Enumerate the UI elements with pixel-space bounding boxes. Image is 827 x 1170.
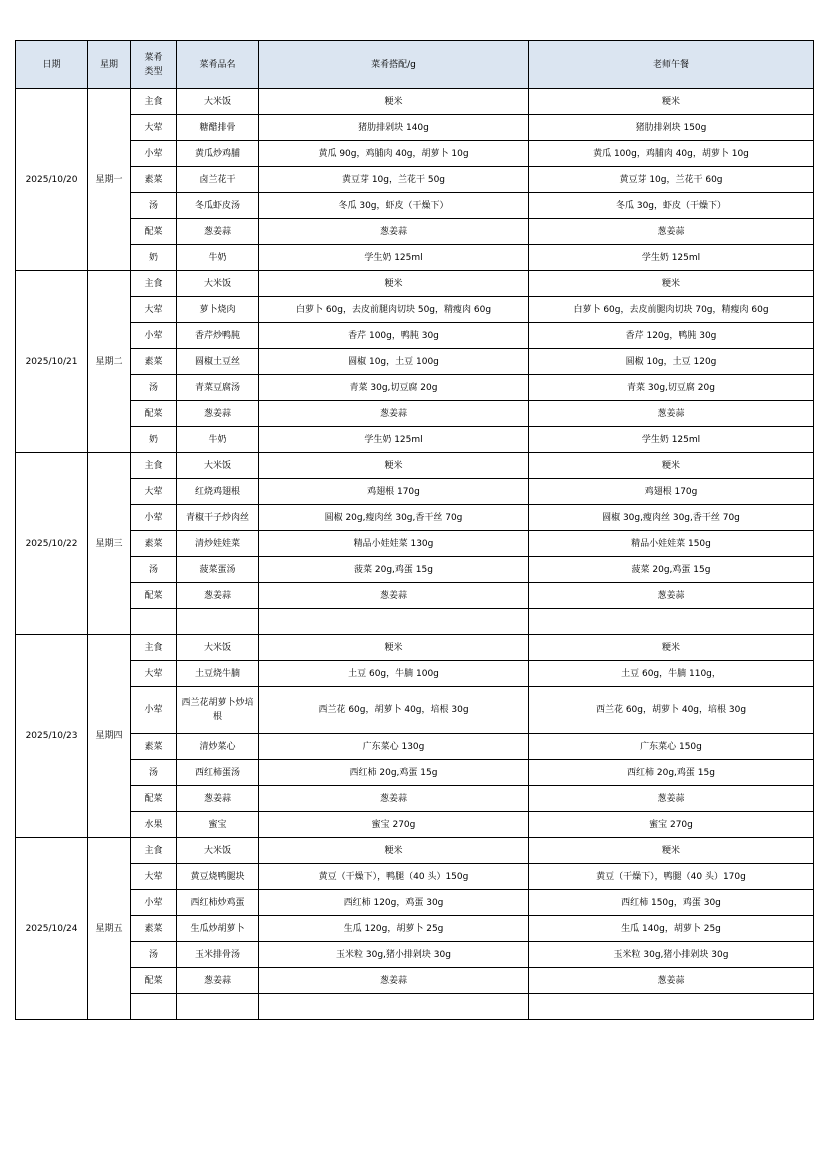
teacher-lunch-cell: 香芹 120g，鸭肫 30g (529, 323, 814, 349)
dish-name-cell: 葱姜蒜 (177, 968, 259, 994)
dish-name-cell: 冬瓜虾皮汤 (177, 193, 259, 219)
dish-name-cell: 西红柿蛋汤 (177, 760, 259, 786)
dish-type-cell: 汤 (131, 942, 177, 968)
menu-row (16, 864, 814, 890)
teacher-lunch-cell: 葱姜蒜 (529, 401, 814, 427)
dish-type-cell: 大荤 (131, 297, 177, 323)
dish-type-cell: 配菜 (131, 583, 177, 609)
dish-type-cell: 小荤 (131, 505, 177, 531)
dish-name-cell: 生瓜炒胡萝卜 (177, 916, 259, 942)
portion-cell: 粳米 (259, 453, 529, 479)
teacher-lunch-cell: 生瓜 140g，胡萝卜 25g (529, 916, 814, 942)
dish-type-cell: 奶 (131, 245, 177, 271)
teacher-lunch-cell: 粳米 (529, 271, 814, 297)
weekday-cell: 星期三 (88, 453, 131, 635)
header-dish-name: 菜肴品名 (177, 41, 259, 89)
dish-type-cell: 水果 (131, 812, 177, 838)
teacher-lunch-cell: 白萝卜 60g，去皮前腿肉切块 70g，精瘦肉 60g (529, 297, 814, 323)
teacher-lunch-cell: 鸡翅根 170g (529, 479, 814, 505)
menu-row (16, 245, 814, 271)
menu-row (16, 609, 814, 635)
teacher-lunch-cell: 玉米粒 30g,猪小排剁块 30g (529, 942, 814, 968)
date-cell: 2025/10/24 (16, 838, 88, 1020)
menu-row (16, 219, 814, 245)
dish-type-cell: 配菜 (131, 786, 177, 812)
dish-type-cell: 配菜 (131, 219, 177, 245)
dish-type-cell: 素菜 (131, 531, 177, 557)
portion-cell: 生瓜 120g，胡萝卜 25g (259, 916, 529, 942)
dish-name-cell: 牛奶 (177, 427, 259, 453)
weekday-cell: 星期二 (88, 271, 131, 453)
menu-row (16, 812, 814, 838)
header-weekday: 星期 (88, 41, 131, 89)
dish-name-cell: 葱姜蒜 (177, 401, 259, 427)
teacher-lunch-cell: 菠菜 20g,鸡蛋 15g (529, 557, 814, 583)
dish-type-cell: 配菜 (131, 968, 177, 994)
date-cell: 2025/10/23 (16, 635, 88, 838)
dish-name-cell: 大米饭 (177, 635, 259, 661)
portion-cell: 西红柿 20g,鸡蛋 15g (259, 760, 529, 786)
menu-row (16, 531, 814, 557)
dish-type-cell: 小荤 (131, 890, 177, 916)
dish-name-cell: 土豆烧牛腩 (177, 661, 259, 687)
dish-type-cell: 小荤 (131, 687, 177, 734)
dish-type-cell: 汤 (131, 375, 177, 401)
header-dish-type: 菜肴类型 (131, 41, 177, 89)
dish-type-cell: 汤 (131, 760, 177, 786)
teacher-lunch-cell: 精品小娃娃菜 150g (529, 531, 814, 557)
teacher-lunch-cell: 冬瓜 30g，虾皮（干燥下） (529, 193, 814, 219)
teacher-lunch-cell: 葱姜蒜 (529, 583, 814, 609)
dish-name-cell: 青菜豆腐汤 (177, 375, 259, 401)
portion-cell: 鸡翅根 170g (259, 479, 529, 505)
portion-cell: 西红柿 120g，鸡蛋 30g (259, 890, 529, 916)
dish-type-cell: 大荤 (131, 479, 177, 505)
teacher-lunch-cell: 广东菜心 150g (529, 734, 814, 760)
header-date: 日期 (16, 41, 88, 89)
menu-row (16, 583, 814, 609)
portion-cell: 粳米 (259, 838, 529, 864)
menu-row (16, 193, 814, 219)
teacher-lunch-cell (529, 609, 814, 635)
menu-row (16, 479, 814, 505)
dish-name-cell: 大米饭 (177, 89, 259, 115)
dish-type-cell: 汤 (131, 557, 177, 583)
teacher-lunch-cell: 圆椒 30g,瘦肉丝 30g,香干丝 70g (529, 505, 814, 531)
menu-row (16, 349, 814, 375)
dish-name-cell: 葱姜蒜 (177, 219, 259, 245)
portion-cell: 冬瓜 30g，虾皮（干燥下） (259, 193, 529, 219)
menu-row (16, 141, 814, 167)
header-portion: 菜肴搭配/g (259, 41, 529, 89)
dish-type-cell: 大荤 (131, 864, 177, 890)
dish-name-cell: 大米饭 (177, 271, 259, 297)
header-row (16, 41, 814, 89)
portion-cell: 葱姜蒜 (259, 401, 529, 427)
dish-type-cell: 素菜 (131, 167, 177, 193)
teacher-lunch-cell: 黄豆芽 10g，兰花干 60g (529, 167, 814, 193)
weekday-cell: 星期五 (88, 838, 131, 1020)
menu-row (16, 505, 814, 531)
dish-type-cell: 素菜 (131, 916, 177, 942)
dish-name-cell (177, 609, 259, 635)
dish-name-cell (177, 994, 259, 1020)
menu-row (16, 734, 814, 760)
teacher-lunch-cell: 粳米 (529, 453, 814, 479)
dish-type-cell: 主食 (131, 271, 177, 297)
menu-row (16, 786, 814, 812)
menu-row (16, 167, 814, 193)
dish-type-cell: 素菜 (131, 349, 177, 375)
dish-name-cell: 圆椒土豆丝 (177, 349, 259, 375)
dish-type-cell (131, 994, 177, 1020)
portion-cell: 香芹 100g，鸭肫 30g (259, 323, 529, 349)
portion-cell: 精品小娃娃菜 130g (259, 531, 529, 557)
portion-cell: 粳米 (259, 89, 529, 115)
date-cell: 2025/10/20 (16, 89, 88, 271)
portion-cell: 菠菜 20g,鸡蛋 15g (259, 557, 529, 583)
portion-cell: 葱姜蒜 (259, 219, 529, 245)
dish-name-cell: 清炒娃娃菜 (177, 531, 259, 557)
teacher-lunch-cell: 学生奶 125ml (529, 427, 814, 453)
portion-cell: 粳米 (259, 271, 529, 297)
menu-row (16, 453, 814, 479)
teacher-lunch-cell: 黄豆（干燥下），鸭腿（40 头）170g (529, 864, 814, 890)
menu-body (16, 89, 814, 1020)
dish-name-cell: 蜜宝 (177, 812, 259, 838)
teacher-lunch-cell: 葱姜蒜 (529, 219, 814, 245)
menu-row (16, 323, 814, 349)
portion-cell: 圆椒 10g，土豆 100g (259, 349, 529, 375)
menu-row (16, 916, 814, 942)
menu-row (16, 297, 814, 323)
date-cell: 2025/10/21 (16, 271, 88, 453)
portion-cell: 葱姜蒜 (259, 968, 529, 994)
teacher-lunch-cell (529, 994, 814, 1020)
portion-cell: 猪肋排剁块 140g (259, 115, 529, 141)
weekday-cell: 星期四 (88, 635, 131, 838)
portion-cell (259, 994, 529, 1020)
dish-name-cell: 玉米排骨汤 (177, 942, 259, 968)
menu-row (16, 760, 814, 786)
teacher-lunch-cell: 葱姜蒜 (529, 968, 814, 994)
dish-name-cell: 糖醋排骨 (177, 115, 259, 141)
teacher-lunch-cell: 土豆 60g，牛腩 110g， (529, 661, 814, 687)
portion-cell: 白萝卜 60g，去皮前腿肉切块 50g，精瘦肉 60g (259, 297, 529, 323)
portion-cell: 广东菜心 130g (259, 734, 529, 760)
dish-type-cell: 主食 (131, 635, 177, 661)
dish-name-cell: 牛奶 (177, 245, 259, 271)
teacher-lunch-cell: 西红柿 150g，鸡蛋 30g (529, 890, 814, 916)
dish-type-cell: 主食 (131, 838, 177, 864)
portion-cell: 黄豆芽 10g，兰花干 50g (259, 167, 529, 193)
dish-type-cell: 配菜 (131, 401, 177, 427)
menu-row (16, 968, 814, 994)
menu-row (16, 115, 814, 141)
menu-row (16, 375, 814, 401)
dish-name-cell: 大米饭 (177, 838, 259, 864)
weekly-menu-table (15, 40, 814, 1020)
portion-cell: 黄瓜 90g，鸡脯肉 40g，胡萝卜 10g (259, 141, 529, 167)
menu-row (16, 994, 814, 1020)
dish-type-cell: 主食 (131, 89, 177, 115)
dish-name-cell: 红烧鸡翅根 (177, 479, 259, 505)
menu-row (16, 89, 814, 115)
portion-cell (259, 609, 529, 635)
menu-row (16, 838, 814, 864)
header-teacher-lunch: 老师午餐 (529, 41, 814, 89)
teacher-lunch-cell: 青菜 30g,切豆腐 20g (529, 375, 814, 401)
teacher-lunch-cell: 黄瓜 100g，鸡脯肉 40g，胡萝卜 10g (529, 141, 814, 167)
portion-cell: 学生奶 125ml (259, 427, 529, 453)
dish-type-cell: 小荤 (131, 141, 177, 167)
menu-row (16, 401, 814, 427)
dish-type-cell: 主食 (131, 453, 177, 479)
dish-type-cell: 大荤 (131, 661, 177, 687)
portion-cell: 蜜宝 270g (259, 812, 529, 838)
menu-row (16, 661, 814, 687)
teacher-lunch-cell: 粳米 (529, 635, 814, 661)
portion-cell: 玉米粒 30g,猪小排剁块 30g (259, 942, 529, 968)
dish-type-cell: 汤 (131, 193, 177, 219)
teacher-lunch-cell: 圆椒 10g，土豆 120g (529, 349, 814, 375)
dish-name-cell: 黄豆烧鸭腿块 (177, 864, 259, 890)
portion-cell: 学生奶 125ml (259, 245, 529, 271)
dish-name-cell: 葱姜蒜 (177, 786, 259, 812)
dish-name-cell: 卤兰花干 (177, 167, 259, 193)
dish-name-cell: 黄瓜炒鸡脯 (177, 141, 259, 167)
dish-name-cell: 葱姜蒜 (177, 583, 259, 609)
dish-name-cell: 萝卜烧肉 (177, 297, 259, 323)
menu-row (16, 942, 814, 968)
dish-name-cell: 青椒干子炒肉丝 (177, 505, 259, 531)
portion-cell: 土豆 60g，牛腩 100g (259, 661, 529, 687)
dish-name-cell: 香芹炒鸭肫 (177, 323, 259, 349)
dish-type-cell: 小荤 (131, 323, 177, 349)
dish-name-cell: 清炒菜心 (177, 734, 259, 760)
dish-type-cell: 大荤 (131, 115, 177, 141)
dish-name-cell: 大米饭 (177, 453, 259, 479)
teacher-lunch-cell: 葱姜蒜 (529, 786, 814, 812)
teacher-lunch-cell: 西红柿 20g,鸡蛋 15g (529, 760, 814, 786)
portion-cell: 黄豆（干燥下），鸭腿（40 头）150g (259, 864, 529, 890)
teacher-lunch-cell: 粳米 (529, 89, 814, 115)
menu-row (16, 890, 814, 916)
portion-cell: 葱姜蒜 (259, 583, 529, 609)
menu-row (16, 271, 814, 297)
portion-cell: 葱姜蒜 (259, 786, 529, 812)
portion-cell: 青菜 30g,切豆腐 20g (259, 375, 529, 401)
teacher-lunch-cell: 猪肋排剁块 150g (529, 115, 814, 141)
dish-name-cell: 西红柿炒鸡蛋 (177, 890, 259, 916)
teacher-lunch-cell: 学生奶 125ml (529, 245, 814, 271)
dish-type-cell (131, 609, 177, 635)
dish-type-cell: 奶 (131, 427, 177, 453)
menu-row (16, 687, 814, 734)
portion-cell: 圆椒 20g,瘦肉丝 30g,香干丝 70g (259, 505, 529, 531)
teacher-lunch-cell: 西兰花 60g，胡萝卜 40g，培根 30g (529, 687, 814, 734)
teacher-lunch-cell: 粳米 (529, 838, 814, 864)
date-cell: 2025/10/22 (16, 453, 88, 635)
dish-name-cell: 西兰花胡萝卜炒培根 (177, 687, 259, 734)
teacher-lunch-cell: 蜜宝 270g (529, 812, 814, 838)
menu-row (16, 427, 814, 453)
dish-type-cell: 素菜 (131, 734, 177, 760)
portion-cell: 粳米 (259, 635, 529, 661)
weekday-cell: 星期一 (88, 89, 131, 271)
dish-name-cell: 菠菜蛋汤 (177, 557, 259, 583)
menu-row (16, 635, 814, 661)
portion-cell: 西兰花 60g，胡萝卜 40g，培根 30g (259, 687, 529, 734)
menu-row (16, 557, 814, 583)
